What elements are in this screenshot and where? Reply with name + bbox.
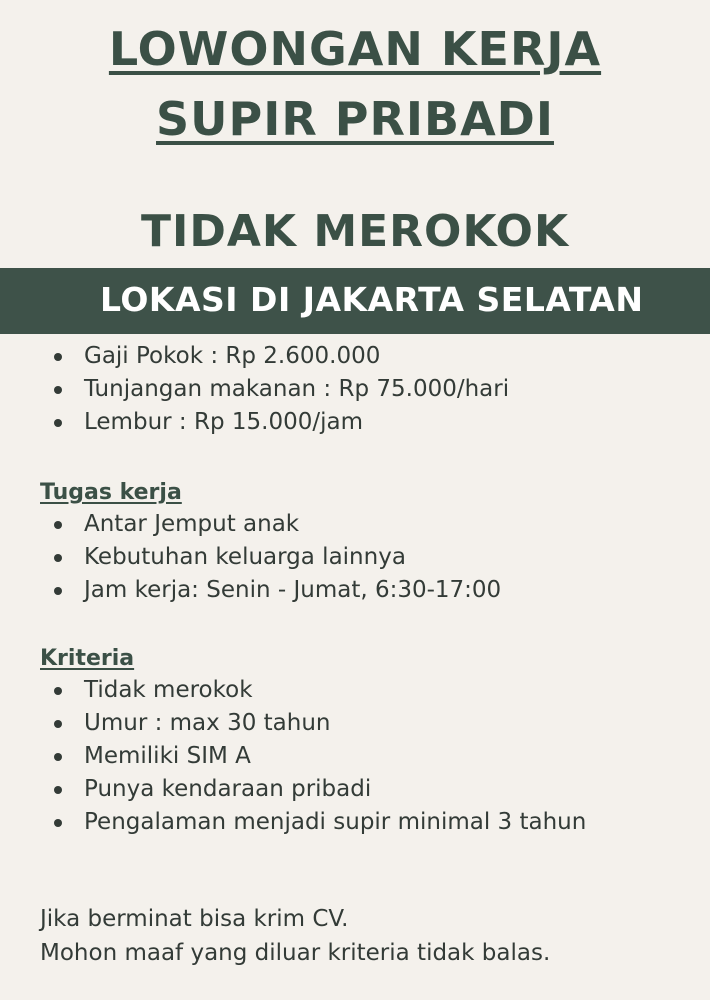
- list-item: Punya kendaraan pribadi: [50, 773, 586, 806]
- list-item: Memiliki SIM A: [50, 740, 586, 773]
- title-line-1: LOWONGAN KERJA: [108, 22, 602, 76]
- location-banner: [0, 268, 710, 334]
- list-item: Pengalaman menjadi supir minimal 3 tahun: [50, 806, 586, 839]
- kriteria-list: [50, 674, 586, 839]
- list-item: Kebutuhan keluarga lainnya: [50, 541, 501, 574]
- list-item: Lembur : Rp 15.000/jam: [50, 406, 509, 439]
- list-item: Tidak merokok: [50, 674, 586, 707]
- list-item: Antar Jemput anak: [50, 508, 501, 541]
- list-item: Jam kerja: Senin - Jumat, 6:30-17:00: [50, 574, 501, 607]
- location-text: LOKASI DI JAKARTA SELATAN: [100, 280, 644, 319]
- footer-line-2: Mohon maaf yang diluar kriteria tidak balas.: [40, 940, 551, 966]
- tugas-list: [50, 508, 501, 607]
- list-item: Tunjangan makanan : Rp 75.000/hari: [50, 373, 509, 406]
- kriteria-heading: Kriteria: [40, 646, 135, 671]
- list-item: Gaji Pokok : Rp 2.600.000: [50, 340, 509, 373]
- subtitle: TIDAK MEROKOK: [140, 206, 570, 257]
- tugas-heading: Tugas kerja: [40, 480, 182, 505]
- title-line-2: SUPIR PRIBADI: [156, 92, 554, 146]
- benefits-list: [50, 340, 509, 439]
- footer-line-1: Jika berminat bisa krim CV.: [40, 906, 349, 932]
- list-item: Umur : max 30 tahun: [50, 707, 586, 740]
